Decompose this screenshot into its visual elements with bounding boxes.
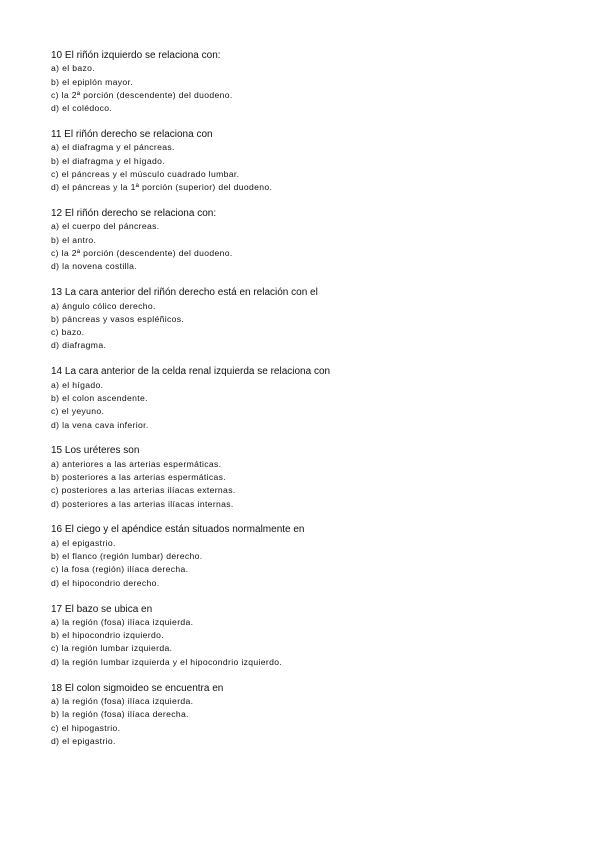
option-b: b) posteriores a las arterias espermáticas.	[51, 471, 227, 482]
question-title: 10 El riñón izquierdo se relaciona con:	[51, 50, 221, 61]
question-title: 14 La cara anterior de la celda renal izquierda se relaciona con	[51, 366, 331, 378]
option-b: b) el colon ascendente.	[51, 392, 148, 403]
question-18	[51, 682, 581, 748]
option-c: c) el yeyuno.	[51, 406, 105, 417]
option-c: c) la 2ª porción (descendente) del duodeno.	[51, 248, 233, 259]
option-a: a) ángulo cólico derecho.	[51, 300, 156, 311]
option-b: b) el epiplón mayor.	[51, 76, 133, 87]
option-d: d) el páncreas y la 1ª porción (superior) del duodeno.	[51, 182, 273, 193]
question-11	[51, 128, 581, 194]
question-10	[51, 49, 581, 115]
option-d: d) el hipocondrio derecho.	[51, 577, 160, 588]
question-16	[51, 523, 581, 589]
question-14	[51, 365, 581, 431]
option-b: b) el antro.	[51, 234, 97, 245]
option-b: b) la región (fosa) ilíaca derecha.	[51, 709, 189, 720]
option-d: d) la región lumbar izquierda y el hipocondrio izquierdo.	[51, 656, 283, 667]
question-title: 18 El colon sigmoideo se encuentra en	[51, 682, 224, 694]
option-a: a) la región (fosa) ilíaca izquierda.	[51, 695, 194, 706]
question-page	[51, 49, 581, 761]
option-a: a) el bazo.	[51, 63, 95, 74]
question-title: 12 El riñón derecho se relaciona con:	[51, 208, 217, 220]
option-c: c) bazo.	[51, 327, 85, 338]
option-b: b) páncreas y vasos espléñicos.	[51, 313, 185, 324]
option-c: c) la 2ª porción (descendente) del duodeno.	[51, 89, 233, 100]
option-b: b) el flanco (región lumbar) derecho.	[51, 551, 203, 562]
question-13	[51, 286, 581, 352]
question-title: 15 Los uréteres son	[51, 445, 140, 457]
option-c: c) la fosa (región) ilíaca derecha.	[51, 564, 189, 575]
option-a: a) la región (fosa) ilíaca izquierda.	[51, 616, 194, 627]
option-c: c) posteriores a las arterias ilíacas externas.	[51, 485, 236, 496]
option-a: a) el diafragma y el páncreas.	[51, 142, 175, 153]
option-a: a) el hígado.	[51, 379, 104, 390]
option-b: b) el hipocondrio izquierdo.	[51, 630, 164, 641]
option-c: c) la región lumbar izquierda.	[51, 643, 173, 654]
option-d: d) el epigastrio.	[51, 735, 116, 746]
option-d: d) la novena costilla.	[51, 261, 138, 272]
option-a: a) el epigastrio.	[51, 537, 116, 548]
question-12	[51, 207, 581, 273]
option-c: c) el páncreas y el músculo cuadrado lumbar.	[51, 168, 240, 179]
question-title: 11 El riñón derecho se relaciona con	[51, 129, 213, 141]
question-title: 13 La cara anterior del riñón derecho está en relación con el	[51, 287, 318, 299]
option-b: b) el diafragma y el hígado.	[51, 155, 165, 166]
option-a: a) el cuerpo del páncreas.	[51, 221, 160, 232]
option-d: d) el colédoco.	[51, 103, 113, 114]
question-title: 16 El ciego y el apéndice están situados normalmente en	[51, 524, 305, 536]
option-a: a) anteriores a las arterias espermáticas.	[51, 458, 222, 469]
question-17	[51, 603, 581, 669]
option-d: d) posteriores a las arterias ilíacas internas.	[51, 498, 234, 509]
option-c: c) el hipogastrio.	[51, 722, 121, 733]
question-title: 17 El bazo se ubica en	[51, 603, 153, 615]
option-d: d) la vena cava inferior.	[51, 419, 149, 430]
question-15	[51, 444, 581, 510]
option-d: d) diafragma.	[51, 340, 107, 351]
